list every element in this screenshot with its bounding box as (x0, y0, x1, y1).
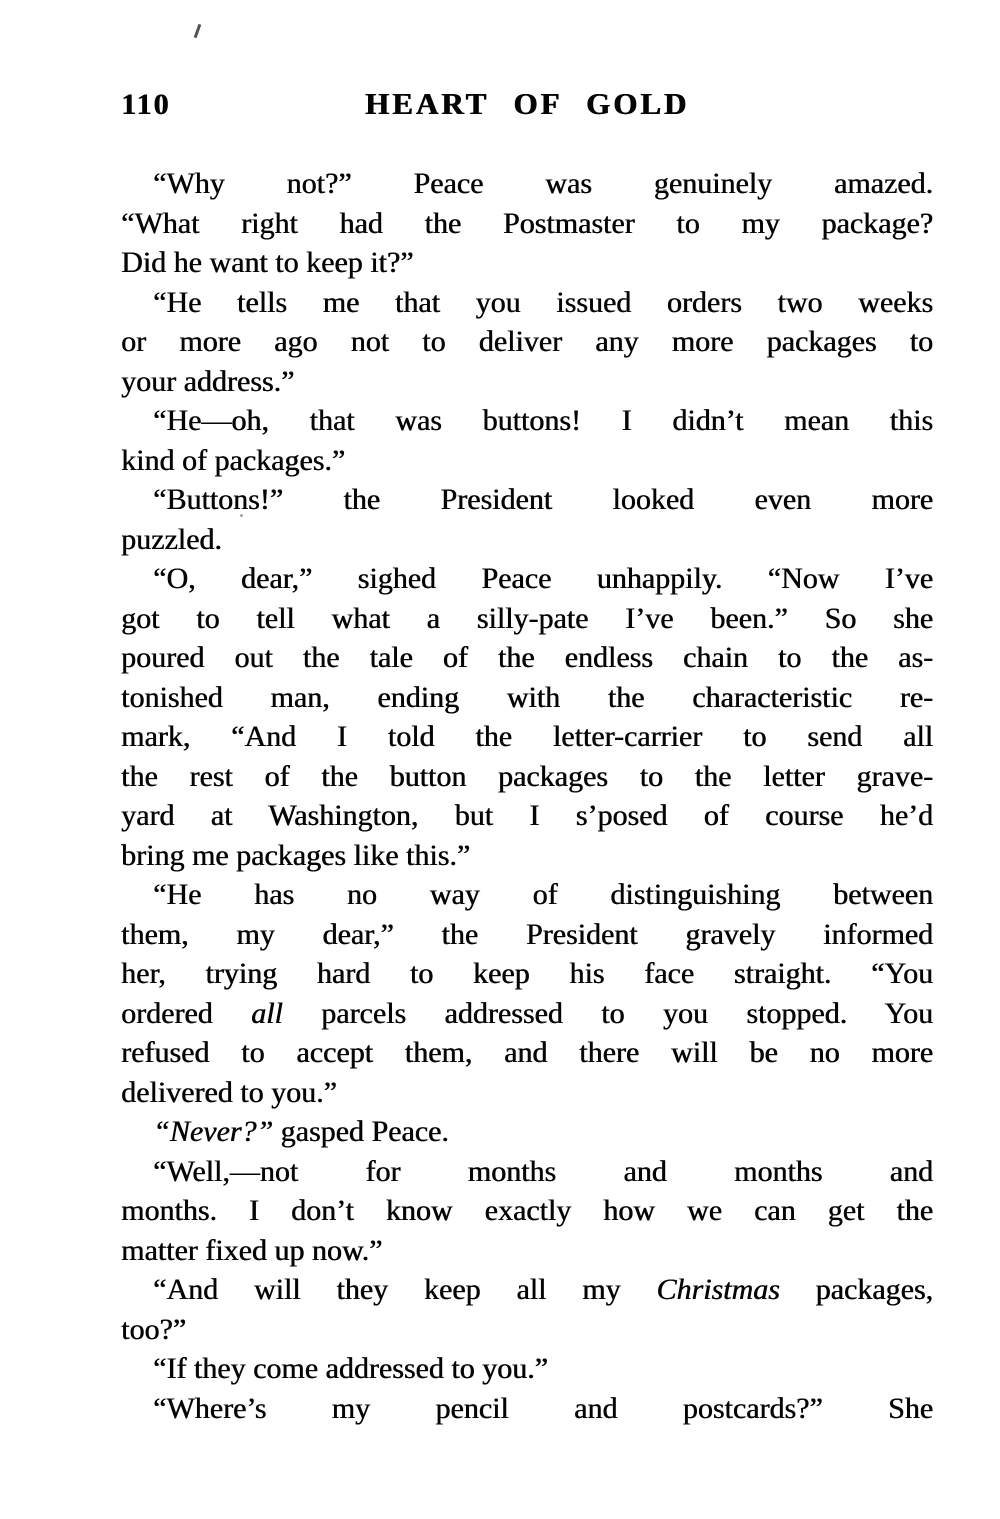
text-line: puzzled. (121, 522, 222, 556)
text-line: “If they come addressed to you.” (153, 1352, 548, 1385)
page-header (121, 86, 933, 126)
paragraph (121, 1270, 933, 1349)
text-line: months. I don’t know exactly how we can get the (121, 1194, 933, 1227)
paragraph (121, 1112, 933, 1152)
text-line: ordered all parcels addressed to you stopped. You (121, 996, 933, 1030)
text-line: “O, dear,” sighed Peace unhappily. “Now I’ve (153, 562, 933, 595)
text-line: the rest of the button packages to the letter grave- (121, 759, 933, 793)
text-line: “He—oh, that was buttons! I didn’t mean this (153, 404, 933, 437)
paragraph (121, 1152, 933, 1271)
text-line: got to tell what a silly-pate I’ve been.” So she (121, 601, 933, 635)
paragraph (121, 401, 933, 480)
text-line: “What right had the Postmaster to my package? (121, 206, 933, 240)
scan-artifact (194, 24, 202, 38)
text-line: “He has no way of distinguishing between (153, 878, 933, 911)
text-line: poured out the tale of the endless chain to the as- (121, 641, 933, 674)
paragraph (121, 559, 933, 875)
text-line: “Why not?” Peace was genuinely amazed. (153, 167, 933, 200)
text-line: delivered to you.” (121, 1075, 337, 1109)
text-line: them, my dear,” the President gravely informed (121, 917, 933, 951)
paragraph (121, 875, 933, 1112)
page-number: 110 (121, 88, 171, 121)
text-line: yard at Washington, but I s’posed of course he’d (121, 799, 933, 832)
text-line: her, trying hard to keep his face straight. “You (121, 957, 933, 990)
paragraph (121, 480, 933, 559)
text-line: mark, “And I told the letter-carrier to send all (121, 720, 933, 753)
text-line: “Well,—not for months and months and (153, 1154, 933, 1188)
page-title: HEART OF GOLD (364, 86, 690, 121)
text-line: matter fixed up now.” (121, 1233, 383, 1267)
text-line: kind of packages.” (121, 443, 346, 477)
text-line: or more ago not to deliver any more packages to (121, 325, 933, 358)
text-line: Did he want to keep it?” (121, 246, 414, 279)
text-line: your address.” (121, 364, 295, 398)
paragraph (121, 283, 933, 402)
paragraph (121, 1389, 933, 1429)
paragraph (121, 164, 933, 283)
text-line: “Buttons!” the President looked even more (153, 483, 933, 516)
text-line: tonished man, ending with the characteristic re- (121, 680, 933, 714)
text-line: too?” (121, 1312, 186, 1346)
page-body (121, 164, 933, 1428)
text-line: “And will they keep all my Christmas packages, (153, 1273, 933, 1306)
paragraph (121, 1349, 933, 1389)
text-line: “He tells me that you issued orders two weeks (153, 285, 933, 319)
text-line: “Never?” gasped Peace. (153, 1115, 449, 1148)
text-line: refused to accept them, and there will be no more (121, 1036, 933, 1069)
text-line: bring me packages like this.” (121, 838, 471, 872)
text-line: “Where’s my pencil and postcards?” She (153, 1391, 933, 1425)
